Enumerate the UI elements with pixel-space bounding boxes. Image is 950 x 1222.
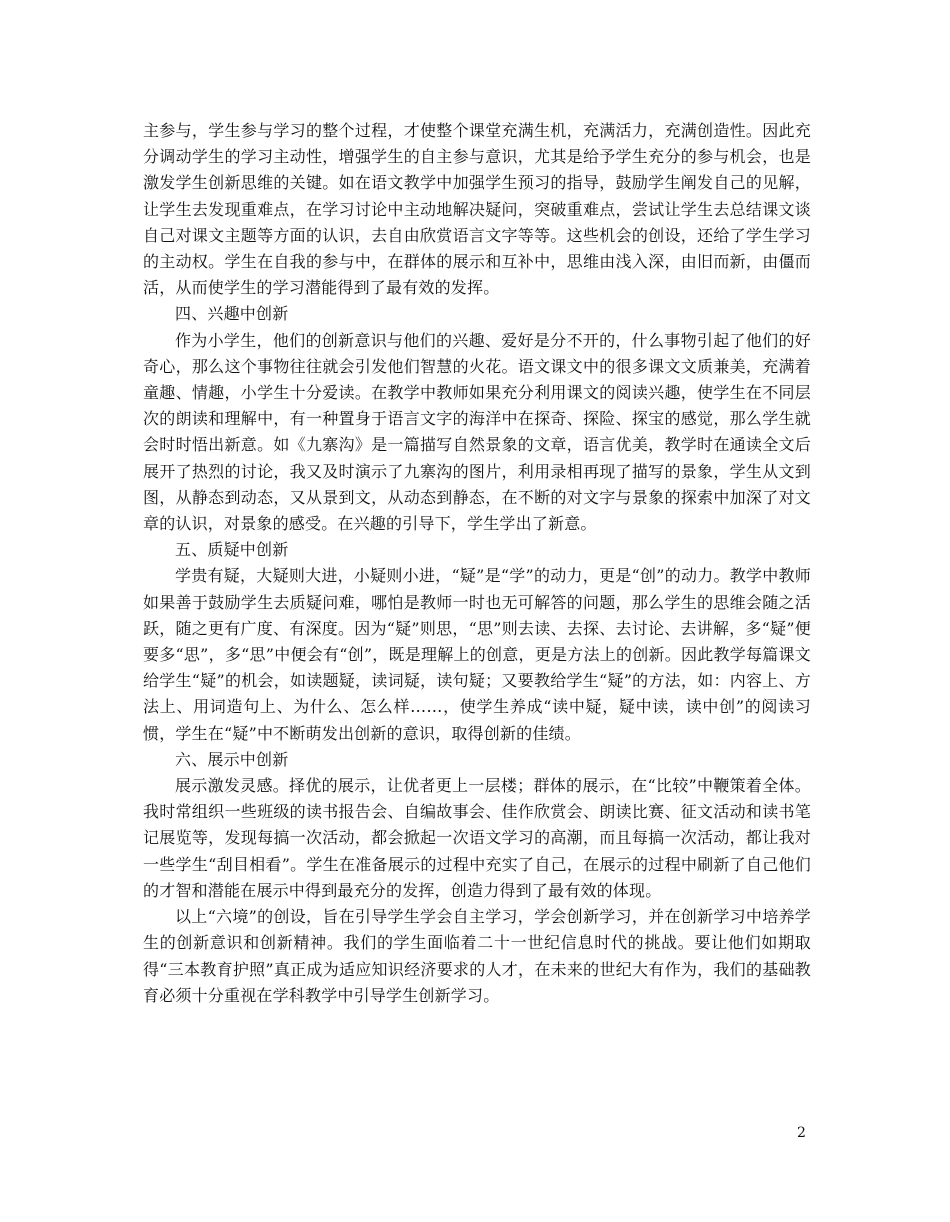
document-body xyxy=(143,118,811,1009)
paragraph-intro-continued: 主参与，学生参与学习的整个过程，才使整个课堂充满生机，充满活力，充满创造性。因此充分调动学生的学习主动性，增强学生的自主参与意识，尤其是给予学生充分的参与机会，也是激发学生创新思维的关键。如在语文教学中加强学生预习的指导，鼓励学生阐发自己的见解，让学生去发现重难点，在学习讨论中主动地解决疑问，突破重难点，尝试让学生去总结课文谈自己对课文主题等方面的认识，去自由欣赏语言文字等等。这些机会的创设，还给了学生学习的主动权。学生在自我的参与中，在群体的展示和互补中，思维由浅入深，由旧而新，由僵而活，从而使学生的学习潜能得到了最有效的发挥。 xyxy=(143,121,811,298)
page-number: 2 xyxy=(797,1125,806,1141)
paragraph-conclusion: 以上“六境”的创设，旨在引导学生学会自主学习，学会创新学习，并在创新学习中培养学生的创新意识和创新精神。我们的学生面临着二十一世纪信息时代的挑战。要让他们如期取得“三本教育护照”真正成为适应知识经济要求的人才，在未来的世纪大有作为，我们的基础教育必须十分重视在学科教学中引导学生创新学习。 xyxy=(143,907,811,1005)
section-heading-display: 六、展示中创新 xyxy=(175,749,289,769)
section-heading-interest: 四、兴趣中创新 xyxy=(175,304,289,324)
paragraph-display: 展示激发灵感。择优的展示，让优者更上一层楼；群体的展示，在“比较”中鞭策着全体。我时常组织一些班级的读书报告会、自编故事会、佳作欣赏会、朗读比赛、征文活动和读书笔记展览等，发现每搞一次活动，都会掀起一次语文学习的高潮，而且每搞一次活动，都让我对一些学生“刮目相看”。学生在准备展示的过程中充实了自己，在展示的过程中刷新了自己他们的才智和潜能在展示中得到最充分的发挥，创造力得到了最有效的体现。 xyxy=(143,776,811,900)
section-heading-questioning: 五、质疑中创新 xyxy=(175,540,289,560)
paragraph-questioning: 学贵有疑，大疑则大进，小疑则小进，“疑”是“学”的动力，更是“创”的动力。教学中教师如果善于鼓励学生去质疑问难，哪怕是教师一时也无可解答的问题，那么学生的思维会随之活跃，随之更有广度、有深度。因为“疑”则思，“思”则去读、去探、去讨论、去讲解，多“疑”便要多“思”，多“思”中便会有“创”，既是理解上的创意，更是方法上的创新。因此教学每篇课文给学生“疑”的机会，如读题疑，读词疑，读句疑；又要教给学生“疑”的方法，如：内容上、方法上、用词造句上、为什么、怎么样……，使学生养成“读中疑，疑中读，读中创”的阅读习惯，学生在“疑”中不断萌发出创新的意识，取得创新的佳绩。 xyxy=(143,566,811,743)
paragraph-interest: 作为小学生，他们的创新意识与他们的兴趣、爱好是分不开的，什么事物引起了他们的好奇心，那么这个事物往往就会引发他们智慧的火花。语文课文中的很多课文文质兼美，充满着童趣、情趣，小学生十分爱读。在教学中教师如果充分利用课文的阅读兴趣，使学生在不同层次的朗读和理解中，有一种置身于语言文字的海洋中在探奇、探险、探宝的感觉，那么学生就会时时悟出新意。如《九寨沟》是一篇描写自然景象的文章，语言优美，教学时在通读全文后展开了热烈的讨论，我又及时演示了九寨沟的图片，利用录相再现了描写的景象，学生从文到图，从静态到动态，又从景到文，从动态到静态，在不断的对文字与景象的探索中加深了对文章的认识，对景象的感受。在兴趣的引导下，学生学出了新意。 xyxy=(143,330,811,534)
